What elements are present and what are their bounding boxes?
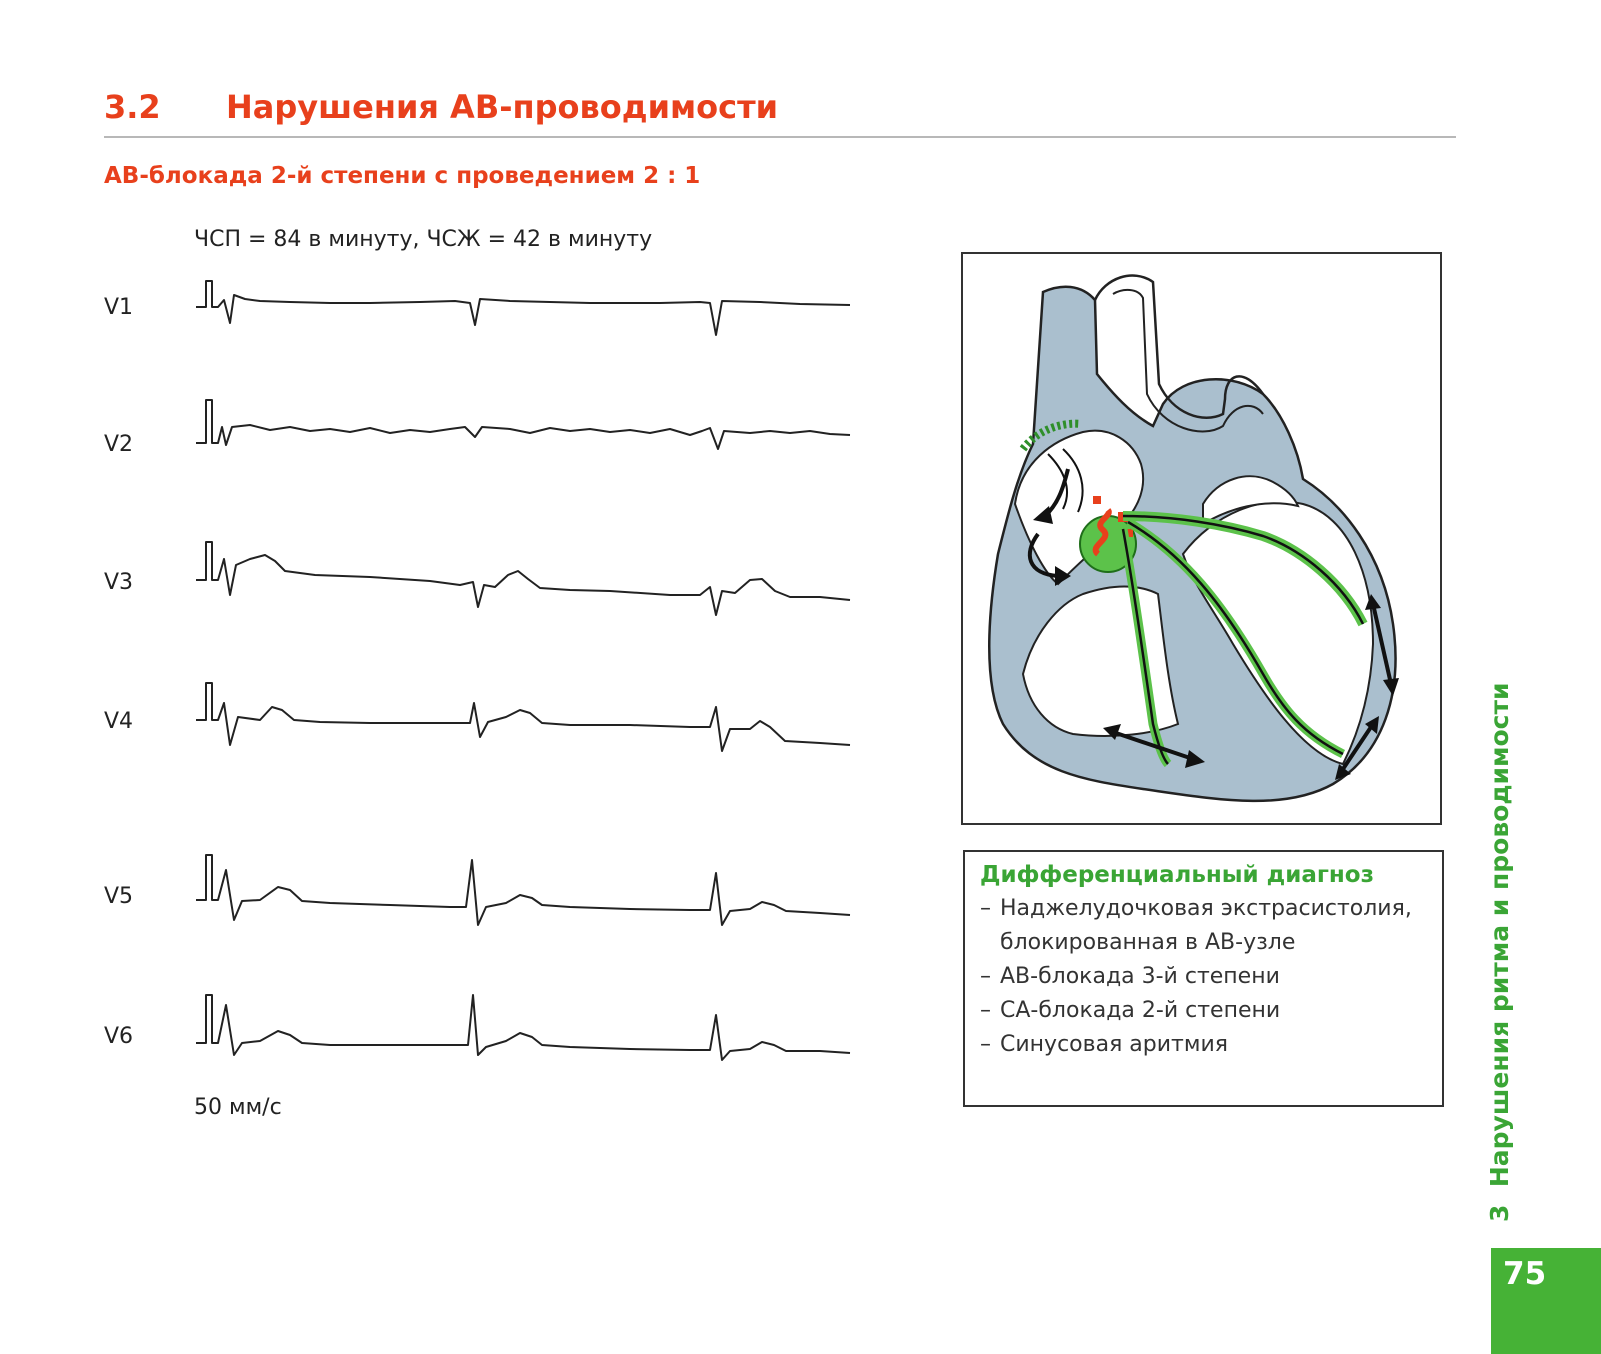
heart-conduction-diagram xyxy=(963,254,1440,823)
chapter-side-label xyxy=(1480,682,1520,1222)
lead-label-v4: V4 xyxy=(104,709,134,734)
differential-item xyxy=(980,1028,1428,1062)
differential-title: Дифференциальный диагноз xyxy=(980,862,1374,888)
ecg-tracings xyxy=(190,255,880,1085)
ecg-trace-v1 xyxy=(196,281,850,335)
lead-label-v2: V2 xyxy=(104,432,134,457)
chapter-number: 3 xyxy=(1485,1204,1514,1222)
section-number: 3.2 xyxy=(104,88,161,126)
list-dash: – xyxy=(980,998,991,1023)
list-dash: – xyxy=(980,896,991,921)
lead-label-v3: V3 xyxy=(104,570,134,595)
lead-label-v6: V6 xyxy=(104,1024,134,1049)
ecg-trace-v4 xyxy=(196,683,850,751)
list-dash: – xyxy=(980,1032,991,1057)
lead-label-v5: V5 xyxy=(104,884,134,909)
heart-diagram-frame xyxy=(961,252,1442,825)
differential-item-text: АВ-блокада 3-й степени xyxy=(1000,964,1280,989)
lead-label-v1: V1 xyxy=(104,295,134,320)
ecg-trace-v6 xyxy=(196,995,850,1060)
ecg-trace-v3 xyxy=(196,542,850,615)
ecg-trace-v5 xyxy=(196,855,850,925)
block-marker-3 xyxy=(1093,496,1101,504)
differential-item-text: СА-блокада 2-й степени xyxy=(1000,998,1281,1023)
differential-item-text: Наджелудочковая экстрасистолия, блокированная в АВ-узле xyxy=(1000,896,1412,955)
differential-item xyxy=(980,960,1428,994)
header-rule xyxy=(104,136,1456,138)
heart-rates: ЧСП = 84 в минуту, ЧСЖ = 42 в минуту xyxy=(194,227,653,252)
differential-item-text: Синусовая аритмия xyxy=(1000,1032,1228,1057)
differential-item xyxy=(980,994,1428,1028)
list-dash: – xyxy=(980,964,991,989)
differential-diagnosis-box xyxy=(963,850,1444,1107)
section-title: Нарушения АВ-проводимости xyxy=(226,88,779,126)
page-number: 75 xyxy=(1503,1256,1547,1292)
subtitle: АВ-блокада 2-й степени с проведением 2 : 1 xyxy=(104,163,701,189)
differential-list xyxy=(980,892,1428,1062)
paper-speed: 50 мм/с xyxy=(194,1095,282,1120)
ecg-trace-v2 xyxy=(196,400,850,449)
differential-item xyxy=(980,892,1428,960)
page-number-tab xyxy=(1491,1248,1601,1354)
chapter-title: Нарушения ритма и проводимости xyxy=(1485,682,1514,1188)
